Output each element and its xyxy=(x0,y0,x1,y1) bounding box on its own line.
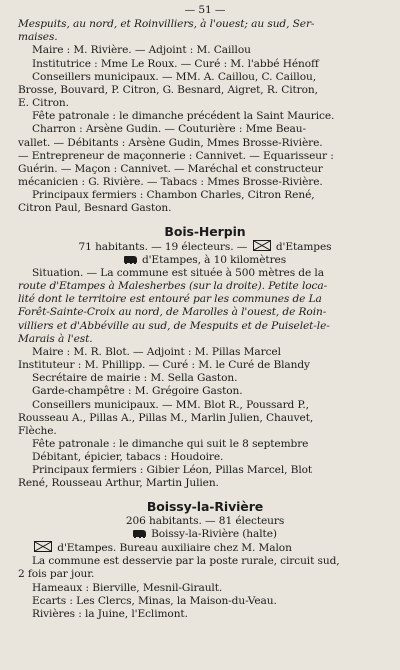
station-line xyxy=(18,254,392,267)
text-line: Guérin. — Maçon : Cannivet. — Maréchal et constructeur xyxy=(18,162,323,175)
text-line: Brosse, Bouvard, P. Citron, G. Besnard, Aigret, R. Citron, xyxy=(18,83,318,96)
train-icon xyxy=(133,530,146,537)
text-line: Conseillers municipaux. — MM. Blot R., Poussard P., xyxy=(32,398,309,411)
text-line: Institutrice : Mme Le Roux. — Curé : M. l'abbé Hénoff xyxy=(32,57,319,70)
station-text: d'Etampes, à 10 kilomètres xyxy=(141,253,287,266)
text-line: Maire : M. Rivière. — Adjoint : M. Caillou xyxy=(32,44,251,57)
text-line: Charron : Arsène Gudin. — Couturière : Mme Beau- xyxy=(32,123,306,136)
text-line: Rousseau A., Pillas A., Pillas M., Marlin Julien, Chauvet, xyxy=(18,411,314,424)
text-line: maises. xyxy=(18,31,58,44)
post-office-text: d'Etampes. Bureau auxiliaire chez M. Malon xyxy=(57,542,292,555)
population-line: 206 habitants. — 81 électeurs xyxy=(125,514,285,527)
text-line: Forêt-Sainte-Croix au nord, de Marolles à l'ouest, de Roin- xyxy=(18,306,327,319)
post-office-text: d'Etampes xyxy=(275,240,332,253)
text-line: Ecarts : Les Clercs, Minas, la Maison-du-Veau. xyxy=(32,594,277,607)
text-line: René, Rousseau Arthur, Martin Julien. xyxy=(18,477,219,490)
text-line: Maire : M. R. Blot. — Adjoint : M. Pillas Marcel xyxy=(32,345,281,358)
population-line xyxy=(18,240,392,254)
text-line: Marais à l'est. xyxy=(18,332,93,345)
text-line: villiers et d'Abbéville au sud, de Mespuits et de Puiselet-le- xyxy=(18,319,330,332)
text-line: 2 fois par jour. xyxy=(18,568,95,581)
text-line: mécanicien : G. Rivière. — Tabacs : Mmes Brosse-Rivière. xyxy=(18,176,323,189)
section-title: Bois-Herpin xyxy=(164,223,246,239)
text-line: Débitant, épicier, tabacs : Houdoire. xyxy=(32,451,224,464)
text-line: Principaux fermiers : Gibier Léon, Pillas Marcel, Blot xyxy=(32,464,313,477)
text-line: Hameaux : Bierville, Mesnil-Girault. xyxy=(32,581,223,594)
train-icon xyxy=(124,256,137,263)
text-line: Instituteur : M. Phillipp. — Curé : M. le Curé de Blandy xyxy=(18,359,310,372)
text-line: Mespuits, au nord, et Roinvilliers, à l'ouest; au sud, Ser- xyxy=(18,18,315,31)
text-line: Secrétaire de mairie : M. Sella Gaston. xyxy=(32,372,238,385)
text-line: vallet. — Débitants : Arsène Gudin, Mmes Brosse-Rivière. xyxy=(18,136,323,149)
section-title: Boissy-la-Rivière xyxy=(146,498,264,514)
page-number: — 51 — xyxy=(184,4,226,16)
station-text: Boissy-la-Rivière (halte) xyxy=(151,527,277,540)
text-line: route d'Etampes à Malesherbes (sur la droite). Petite loca- xyxy=(18,280,328,293)
text-line: Rivières : la Juine, l'Eclimont. xyxy=(32,607,188,620)
envelope-icon xyxy=(253,240,271,251)
text-line: — Entrepreneur de maçonnerie : Cannivet. — Equarisseur : xyxy=(18,149,334,162)
text-line: Fête patronale : le dimanche qui suit le 8 septembre xyxy=(32,438,309,450)
text-line: Conseillers municipaux. — MM. A. Caillou, C. Caillou, xyxy=(32,70,316,83)
text-line: Garde-champêtre : M. Grégoire Gaston. xyxy=(32,385,243,398)
section-previous-commune xyxy=(18,18,392,215)
text-line: Situation. — La commune est située à 500 mètres de la xyxy=(32,266,324,279)
text-line: lité dont le territoire est entouré par les communes de La xyxy=(18,293,322,306)
post-office-line xyxy=(18,541,392,555)
text-line: Principaux fermiers : Chambon Charles, Citron René, xyxy=(32,189,315,202)
section-boissy-la-riviere xyxy=(18,500,392,621)
text-line: Fête patronale : le dimanche précédent la Saint Maurice. xyxy=(32,110,335,123)
text-line: Citron Paul, Besnard Gaston. xyxy=(18,202,172,215)
text-line: Flèche. xyxy=(18,424,57,437)
station-line xyxy=(18,528,392,541)
population-text: 71 habitants. — 19 électeurs. — xyxy=(78,240,248,253)
text-line: E. Citron. xyxy=(18,97,69,110)
section-bois-herpin xyxy=(18,225,392,491)
envelope-icon xyxy=(34,541,52,552)
text-line: La commune est desservie par la poste rurale, circuit sud, xyxy=(32,555,340,568)
